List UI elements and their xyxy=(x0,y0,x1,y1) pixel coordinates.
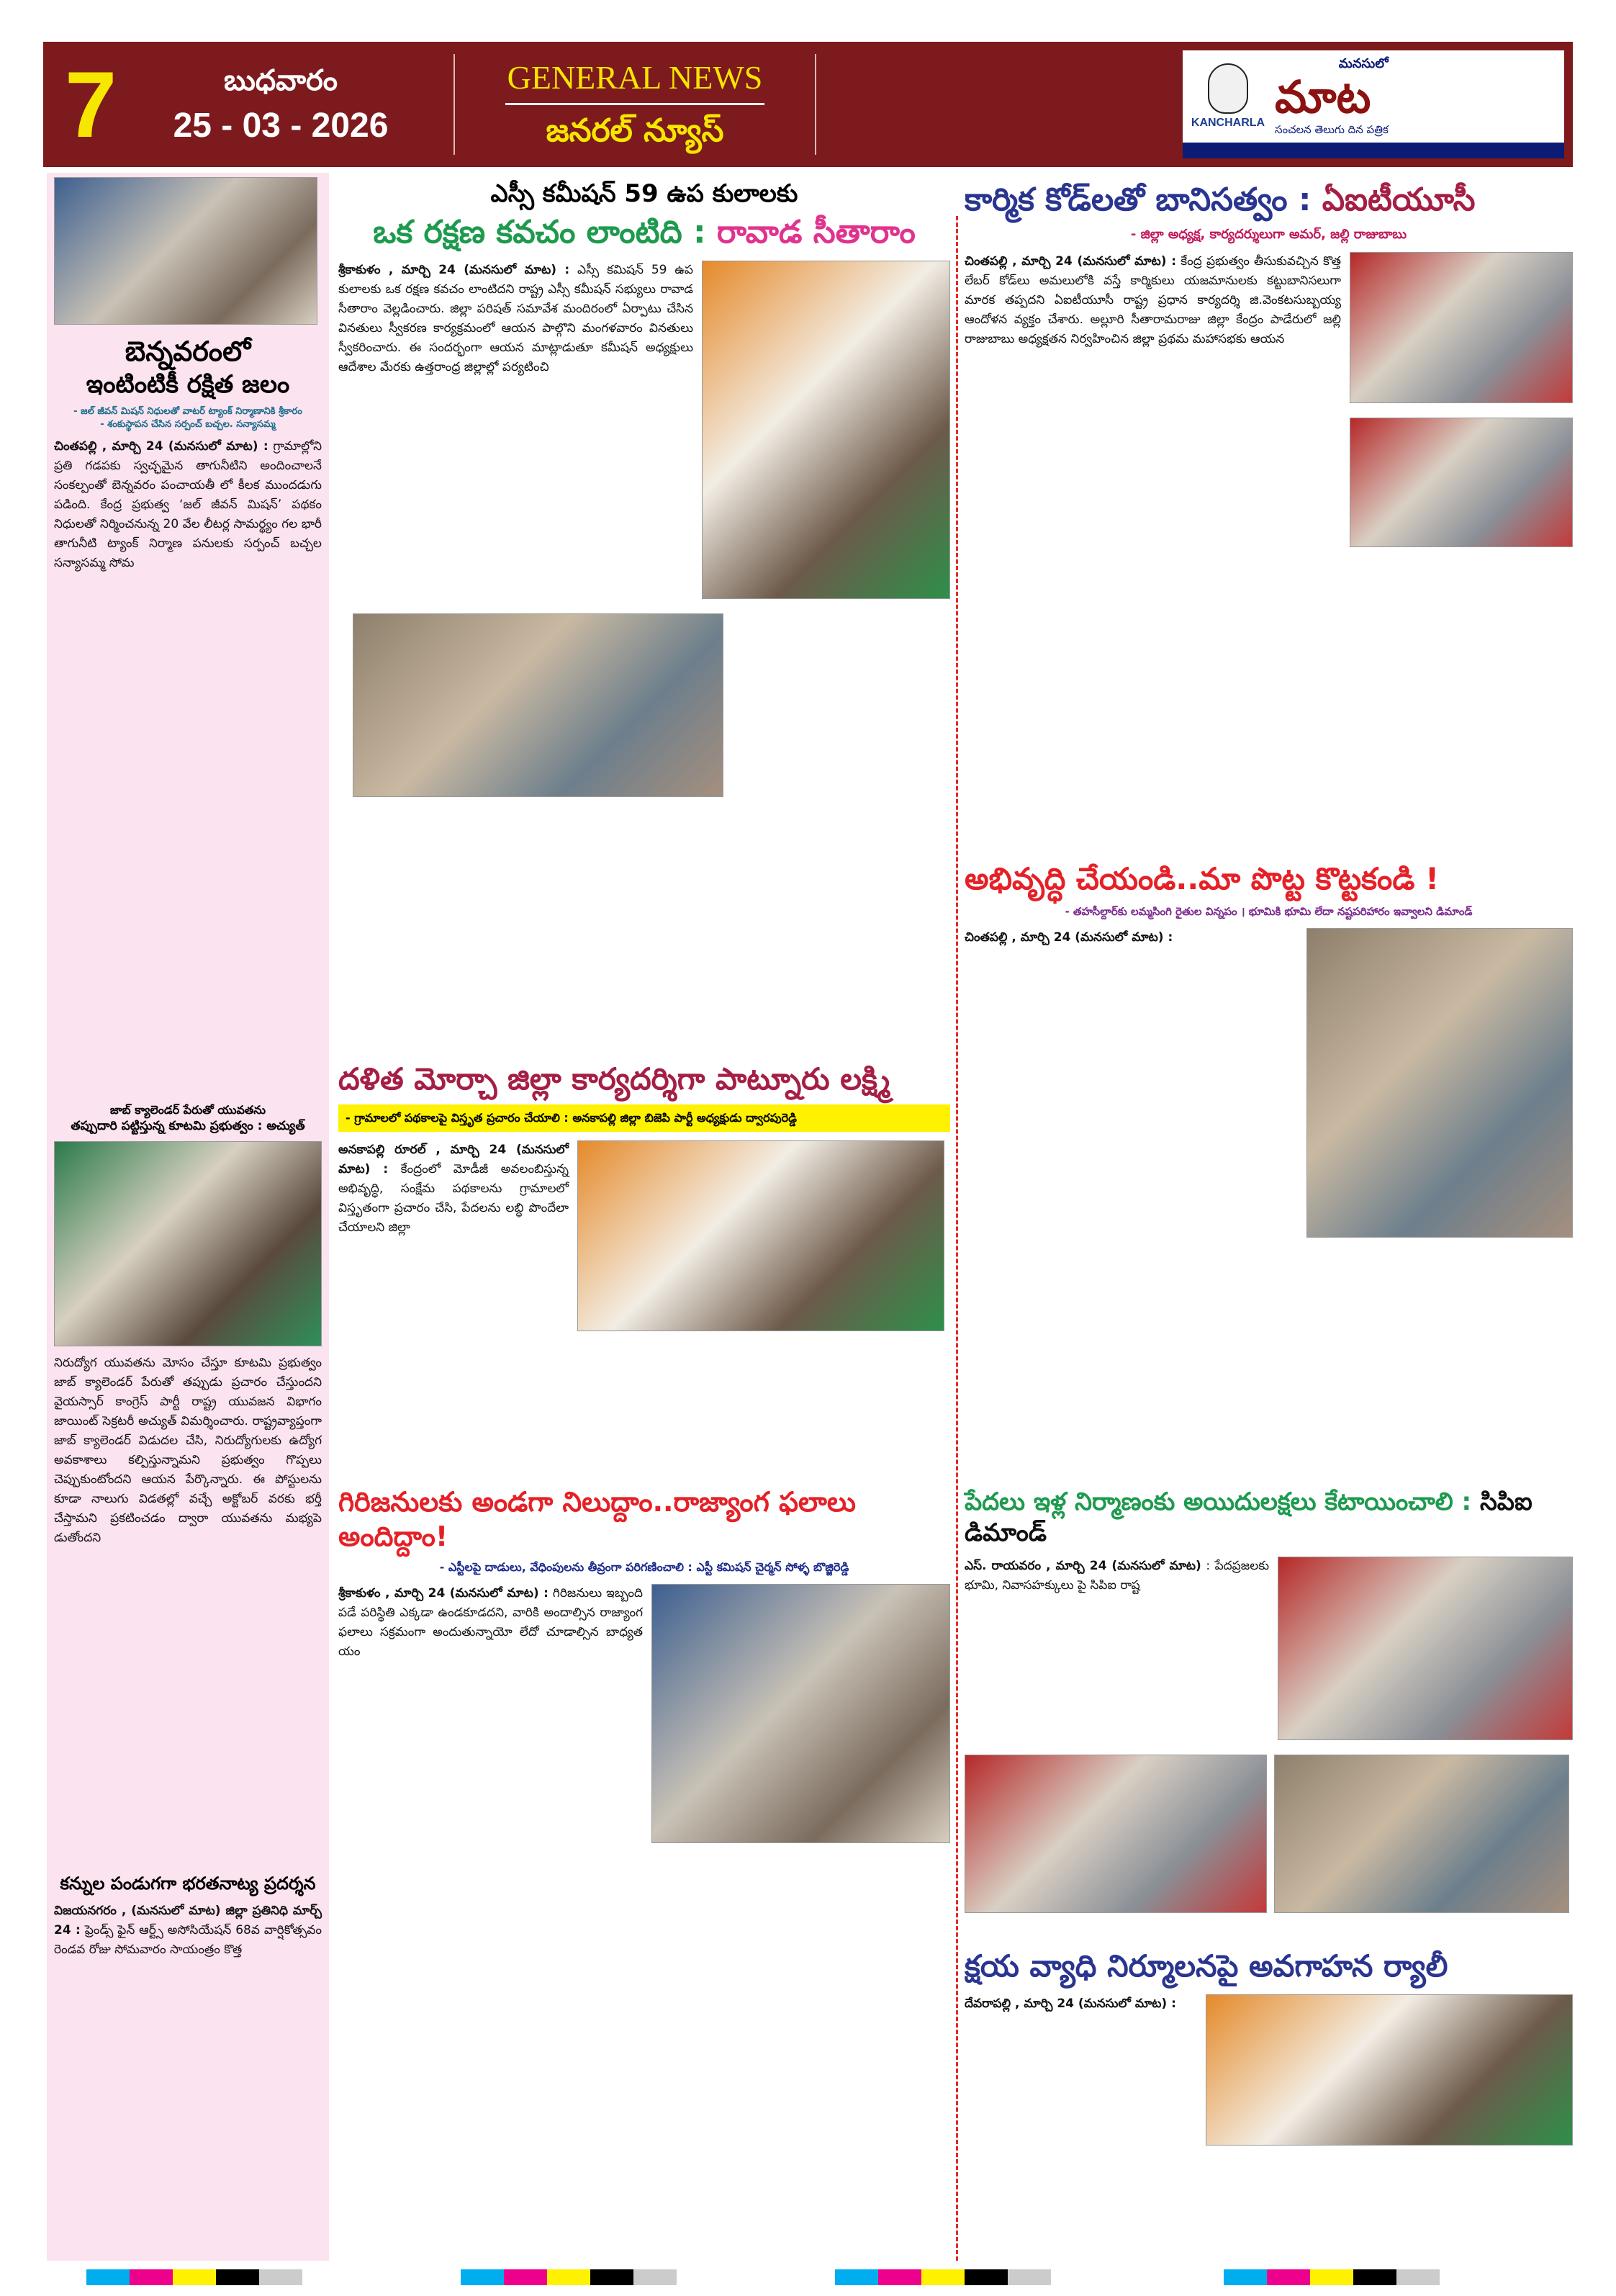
headline xyxy=(965,180,1573,220)
subheadline: - తహసీల్దార్‌కు లమ్మసింగి రైతుల విన్నపం । భూమికి భూమి లేదా నష్టపరిహారం ఇవ్వాలని డిమాండ్ xyxy=(1065,904,1473,918)
news-photo xyxy=(577,1140,944,1331)
article xyxy=(54,1102,322,1873)
article-body xyxy=(965,1557,1269,1595)
color-registration-bar xyxy=(461,2269,677,2285)
kicker: ఎస్సీ కమీషన్ 59 ఉప కులాలకు xyxy=(490,179,798,208)
divider xyxy=(815,54,816,155)
dateline: శ్రీకాకుళం , మార్చి 24 (మనసులో మాట) : xyxy=(338,1586,549,1601)
article-body xyxy=(54,1354,322,1548)
article xyxy=(338,1061,950,1485)
news-photo xyxy=(1274,1755,1569,1913)
article xyxy=(54,1873,322,1960)
news-photo xyxy=(54,1141,322,1346)
news-photo xyxy=(1350,252,1573,403)
divider xyxy=(453,54,455,155)
article-text: గిరిజనులు ఇబ్బంది పడే పరిస్థితి ఎక్కడా ఉండకూడదని, వారికి అందాల్సిన రాజ్యాంగ ఫలాలు సక్రమంగా అందుతున్నాయో లేదో చూడాల్సిన బాధ్యత యం xyxy=(338,1586,643,1660)
article-body xyxy=(54,437,322,573)
logo-bar xyxy=(1183,143,1564,158)
dateline: చింతపల్లి , మార్చి 24 (మనసులో మాట) : xyxy=(54,439,268,454)
headline: దళిత మోర్చా జిల్లా కార్యదర్శిగా పాట్నూరు లక్ష్మి xyxy=(338,1061,890,1097)
headline: క్షయ వ్యాధి నిర్మూలనపై అవగాహన ర్యాలీ xyxy=(965,1948,1448,1984)
news-photo xyxy=(1278,1557,1573,1740)
news-photo xyxy=(1306,928,1573,1238)
news-photo xyxy=(54,177,317,325)
section-title-block xyxy=(477,58,793,151)
kicker: జాబ్ క్యాలెండర్ పేరుతో యువతను xyxy=(109,1103,266,1117)
dateline: దేవరాపల్లి , మార్చి 24 (మనసులో మాట) : xyxy=(965,1996,1176,2011)
subheadline: - శంకుస్థాపన చేసిన సర్పంచ్ బచ్చల. సన్యాసమ్మ xyxy=(100,419,276,431)
headline xyxy=(338,212,950,252)
article-body xyxy=(54,1901,322,1960)
article-text: గ్రామాల్లోని ప్రతి గడపకు స్వచ్ఛమైన తాగునీటిని అందించాలనే సంకల్పంతో బెన్నవరం పంచాయతీ లో కీలక ముందడుగు పడింది. కేంద్ర ప్రభుత్వ ‘జల్ జీవన్ మిషన్’ పథకం నిధులతో నిర్మించనున్న 20 వేల లీటర్ల సామర్థ్యం గల భారీ తాగునీటి ట్యాంక్ నిర్మాణ పనులకు సర్పంచ్ బచ్చల సన్యాసమ్మ సోమ xyxy=(54,439,322,571)
right-column xyxy=(965,180,1573,2146)
logo-brand: KANCHARLA xyxy=(1191,117,1265,129)
news-photo xyxy=(1206,1994,1573,2146)
headline-part: సిపిఐ డిమాండ్ xyxy=(965,1487,1533,1547)
news-photo xyxy=(965,1755,1267,1913)
subheadline: - ఎస్టీలపై దాడులు, వేధింపులను తీవ్రంగా పరిగణించాలి : ఎస్టీ కమిషన్ చైర్మన్ సోళ్ళ బొజ్జిరెడ్డి xyxy=(439,1560,849,1574)
newspaper-logo xyxy=(1183,50,1564,158)
news-photo xyxy=(353,613,723,797)
headline: బెన్నవరంలో xyxy=(125,336,251,367)
headline: అభివృద్ధి చేయండి..మా పొట్ట కొట్టకండి ! xyxy=(965,861,1440,896)
color-registration-bar xyxy=(1224,2269,1440,2285)
logo-tagline: సంచలన తెలుగు దిన పత్రిక xyxy=(1275,123,1389,136)
issue-date-block xyxy=(130,63,432,146)
logo-big: మాట xyxy=(1275,71,1371,123)
dateline: విజయనగరం , (మనసులో మాట) జిల్లా ప్రతినిధి మార్చ్ 24 : xyxy=(54,1904,322,1937)
column-divider xyxy=(956,216,958,2261)
left-column xyxy=(47,173,329,2261)
article-text: కేంద్ర ప్రభుత్వం తీసుకువచ్చిన కొత్త లేబర్ కోడ్‌లు అమలులోకి వస్తే కార్మికులు యజమానులకు కట్టుబానిసలుగా మారక తప్పదని ఏఐటీయూసీ రాష్ట్ర ప్రధాన కార్యదర్శి జి.వెంకటసుబ్బయ్య ఆందోళన వ్యక్తం చేశారు. అల్లూరి సీతారామరాజు జిల్లా కేంద్రం పాడేరులో జల్లి రాజుబాబు అధ్యక్షతన నిర్వహించిన జిల్లా ప్రథమ మహాసభకు ఆయన xyxy=(965,254,1341,347)
color-registration-bar xyxy=(835,2269,1051,2285)
dateline: చింతపల్లి , మార్చి 24 (మనసులో మాట) : xyxy=(965,929,1173,945)
portrait-icon xyxy=(1208,63,1248,114)
headline: తప్పుదారి పట్టిస్తున్న కూటమి ప్రభుత్వం : అచ్యుత్ xyxy=(71,1119,305,1134)
headline: గిరిజనులకు అండగా నిలుద్దాం..రాజ్యాంగ ఫలాలు అందిద్దాం! xyxy=(338,1486,856,1552)
article-text: కేంద్రంలో మోడీజీ అవలంబిస్తున్న అభివృద్ధి, సంక్షేమ పథకాలను గ్రామాలలో విస్తృతంగా ప్రచారం చేసి, పేదలను లబ్ధి పొందేలా చేయాలని జిల్లా xyxy=(338,1161,569,1235)
dateline: శ్రీకాకుళం , మార్చి 24 (మనసులో మాట) : xyxy=(338,262,570,277)
article xyxy=(338,179,950,1061)
news-photo xyxy=(702,261,950,599)
logo-small: మనసులో xyxy=(1338,56,1389,71)
center-column xyxy=(338,179,950,1843)
color-registration-bar xyxy=(86,2269,302,2285)
issue-date: 25 - 03 - 2026 xyxy=(173,107,389,145)
article-text: : పేదప్రజలకు భూమి, నివాసహక్కులు పై సిపిఐ రాష్ట xyxy=(965,1559,1270,1593)
article-body xyxy=(965,1994,1197,2014)
subheadline: - జిల్లా అధ్యక్ష, కార్యదర్శులుగా అమర్, జల్లి రాజుబాబు xyxy=(1130,227,1407,242)
divider xyxy=(505,103,764,105)
news-photo xyxy=(1350,418,1573,547)
headline-part: రావాడ సీతారాం xyxy=(716,213,916,251)
headline: కన్నుల పండుగగా భరతనాట్య ప్రదర్శన xyxy=(60,1873,316,1894)
section-title-te: జనరల్ న్యూస్ xyxy=(546,112,724,149)
article-text: ఫ్రెండ్స్ ఫైన్ ఆర్ట్స్ అసోసియేషన్ 68వ వార్షికోత్సవం రెండవ రోజు సోమవారం సాయంత్రం కొత్త xyxy=(54,1923,322,1957)
article xyxy=(965,180,1573,860)
article-body xyxy=(338,1584,643,1662)
headline-part: కార్మిక కోడ్‌లతో బానిసత్వం : xyxy=(965,181,1322,218)
headline-part: ఒక రక్షణ కవచం లాంటిది : xyxy=(373,213,717,251)
news-photo xyxy=(651,1584,950,1843)
article-body xyxy=(338,261,693,377)
subheadline: - గ్రామాలలో పథకాలపై విస్తృత ప్రచారం చేయాలి : అనకాపల్లి జిల్లా బిజెపి పార్టీ అధ్యక్షుడు ద్వారపురెడ్డి xyxy=(338,1104,950,1132)
headline-part: పేదలు ఇళ్ల నిర్మాణంకు అయిదులక్షలు కేటాయించాలి : xyxy=(965,1487,1480,1516)
dateline: ఎస్. రాయవరం , మార్చి 24 (మనసులో మాట) xyxy=(965,1559,1201,1573)
dateline: అనకాపల్లి రూరల్ , మార్చి 24 (మనసులో మాట) : xyxy=(338,1142,569,1176)
article xyxy=(965,860,1573,1487)
article-body xyxy=(338,1140,569,1238)
article-text: ఎస్సీ కమిషన్ 59 ఉప కులాలకు ఒక రక్షణ కవచం లాంటిదని రాష్ట్ర ఎస్సీ కమీషన్ సభ్యులు రావాడ సీతారాం వెల్లడించారు. జిల్లా పరిషత్ సమావేశ మందిరంలో ఏర్పాటు చేసిన వినతులు స్వీకరణ కార్యక్రమంలో ఆయన పాల్గొని మంగళవారం వినతులు స్వీకరించారు. ఈ సందర్భంగా ఆయన మాట్లాడుతూ కమీషన్ అధ్యక్షులు ఆదేశాల మేరకు ఉత్తరాంధ్ర జిల్లాల్లో పర్యటించి xyxy=(338,262,693,374)
article xyxy=(338,1485,950,1843)
headline xyxy=(965,1487,1573,1548)
article-text: జాబ్ క్యాలెండర్ విడుదల చేసి, నిరుద్యోగులకు ఉద్యోగ అవకాశాలు కల్పిస్తున్నామని ప్రభుత్వం గొప్పలు చెప్పుకుంటోందని ఆయన పేర్కొన్నారు. ఈ పోస్టులను కూడా నాలుగు విడతల్లో వచ్చే అక్టోబర్ వరకు భర్తీ చేస్తామని ప్రకటించడం ద్వారా యువతను మభ్యపె డుతోందని xyxy=(54,1433,322,1546)
article-text: నిరుద్యోగ యువతను మోసం చేస్తూ కూటమి ప్రభుత్వం జాబ్ క్యాలెండర్ పేరుతో తప్పుడు ప్రచారం చేస్తుందని వైయస్సార్ కాంగ్రెస్ పార్టీ రాష్ట్ర యువజన విభాగం జాయింట్ సెక్రటరీ అచ్యుత్ విమర్శించారు. రాష్ట్రవ్యాప్తంగా xyxy=(54,1356,322,1429)
masthead xyxy=(43,42,1573,167)
article-body xyxy=(965,252,1341,349)
dateline: చింతపల్లి , మార్చి 24 (మనసులో మాట) : xyxy=(965,254,1177,269)
headline: ఇంటింటికీ రక్షిత జలం xyxy=(86,369,290,399)
article xyxy=(965,1487,1573,1948)
section-title-en: GENERAL NEWS xyxy=(507,58,763,96)
subheadline: - జల్ జీవన్ మిషన్ నిధులతో వాటర్ ట్యాంక్ నిర్మాణానికి శ్రీకారం xyxy=(73,406,302,417)
article xyxy=(965,1948,1573,2146)
article-body xyxy=(965,928,1298,947)
page-number: 7 xyxy=(65,52,117,157)
article xyxy=(54,177,322,1102)
weekday: బుధవారం xyxy=(224,64,338,97)
headline-part: ఏఐటీయూసీ xyxy=(1322,181,1476,218)
